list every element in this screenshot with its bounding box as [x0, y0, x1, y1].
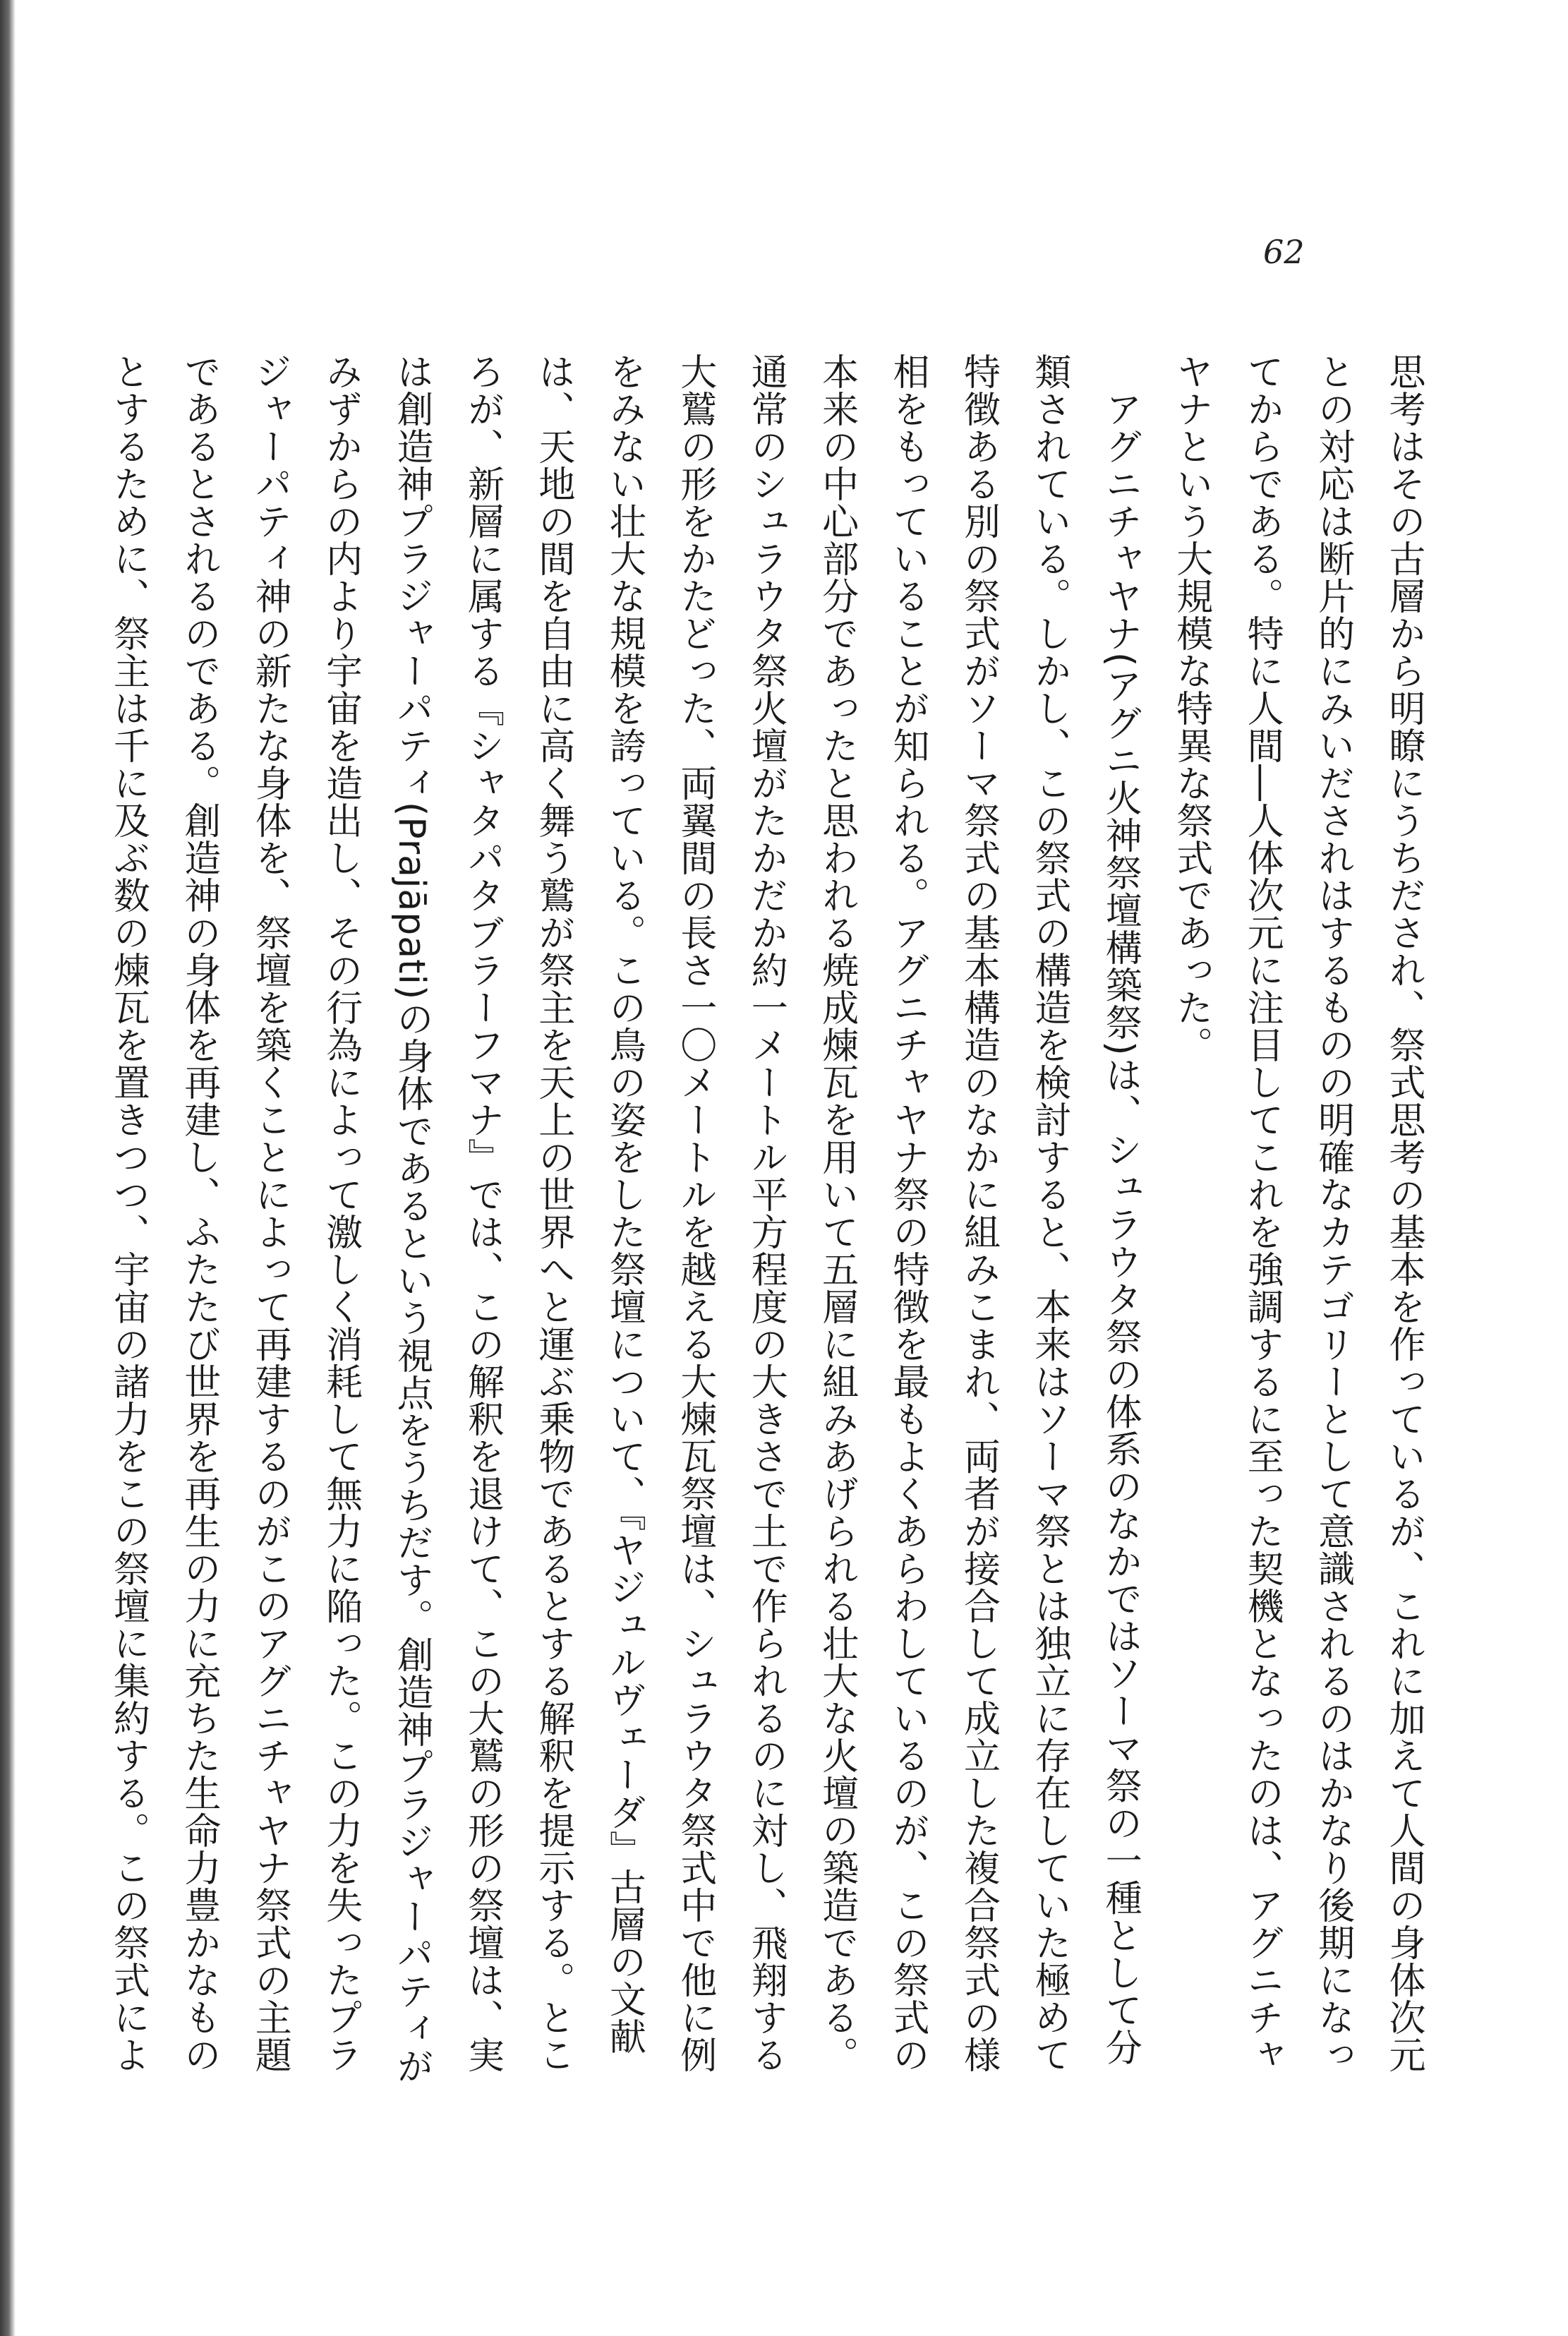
page-number: 62 [1263, 233, 1305, 271]
text-column: 通常のシュラウタ祭火壇がたかだか約一メートル平方程度の大きさで土で作られるのに対し、飛翔する [744, 353, 788, 2073]
text-column: アグニチャヤナ(アグニ火神祭壇構築祭)は、シュラウタ祭の体系のなかではソーマ祭の一種として分 [1099, 353, 1142, 2066]
text-column: 思考はその古層から明瞭にうちだされ、祭式思考の基本を作っているが、これに加えて人間の身体次元 [1382, 353, 1425, 2073]
page-edge-shadow [0, 0, 16, 2336]
text-column: 特徴ある別の祭式がソーマ祭式の基本構造のなかに組みこまれ、両者が接合して成立した複合祭式の様 [957, 353, 1000, 2073]
text-column: 相をもっていることが知られる。アグニチャヤナ祭の特徴を最もよくあらわしているのが、この祭式の [886, 353, 929, 2073]
text-column: は、天地の間を自由に高く舞う鷲が祭主を天上の世界へと運ぶ乗物であるとする解釈を提示する。とこ [531, 353, 574, 2073]
text-column: であるとされるのである。創造神の身体を再建し、ふたたび世界を再生の力に充ちた生命力豊かなもの [177, 353, 220, 2073]
text-column: 本来の中心部分であったと思われる焼成煉瓦を用いて五層に組みあげられる壮大な火壇の築造である。 [815, 353, 858, 2073]
text-column: とするために、祭主は千に及ぶ数の煉瓦を置きつつ、宇宙の諸力をこの祭壇に集約する。この祭式によ [107, 353, 150, 2073]
text-column: みずからの内より宇宙を造出し、その行為によって激しく消耗して無力に陥った。この力を失ったプラ [319, 353, 362, 2073]
text-column: 類されている。しかし、この祭式の構造を検討すると、本来はソーマ祭とは独立に存在していた極めて [1027, 353, 1071, 2073]
text-body [106, 353, 1425, 2145]
text-column: ヤナという大規模な特異な祭式であった。 [1169, 353, 1212, 1064]
text-column: ろが、新層に属する『シャタパタブラーフマナ』では、この解釈を退けて、この大鷲の形の祭壇は、実 [461, 353, 504, 2073]
text-column: をみない壮大な規模を誇っている。この鳥の姿をした祭壇について、『ヤジュルヴェーダ』古層の文献 [603, 353, 646, 2055]
text-column: ジャーパティ神の新たな身体を、祭壇を築くことによって再建するのがこのアグニチャヤナ祭式の主題 [248, 353, 291, 2073]
text-column: 大鷲の形をかたどった、両翼間の長さ一〇メートルを越える大煉瓦祭壇は、シュラウタ祭式中で他に例 [673, 353, 716, 2073]
text-column: は創造神プラジャーパティ(Prajāpati)の身体であるという視点をうちだす。創造神プラジャーパティが [390, 353, 433, 2085]
text-column: てからである。特に人間―人体次元に注目してこれを強調するに至った契機となったのは、アグニチャ [1241, 353, 1284, 2073]
text-column: との対応は断片的にみいだされはするものの明確なカテゴリーとして意識されるのはかなり後期になっ [1311, 353, 1354, 2073]
